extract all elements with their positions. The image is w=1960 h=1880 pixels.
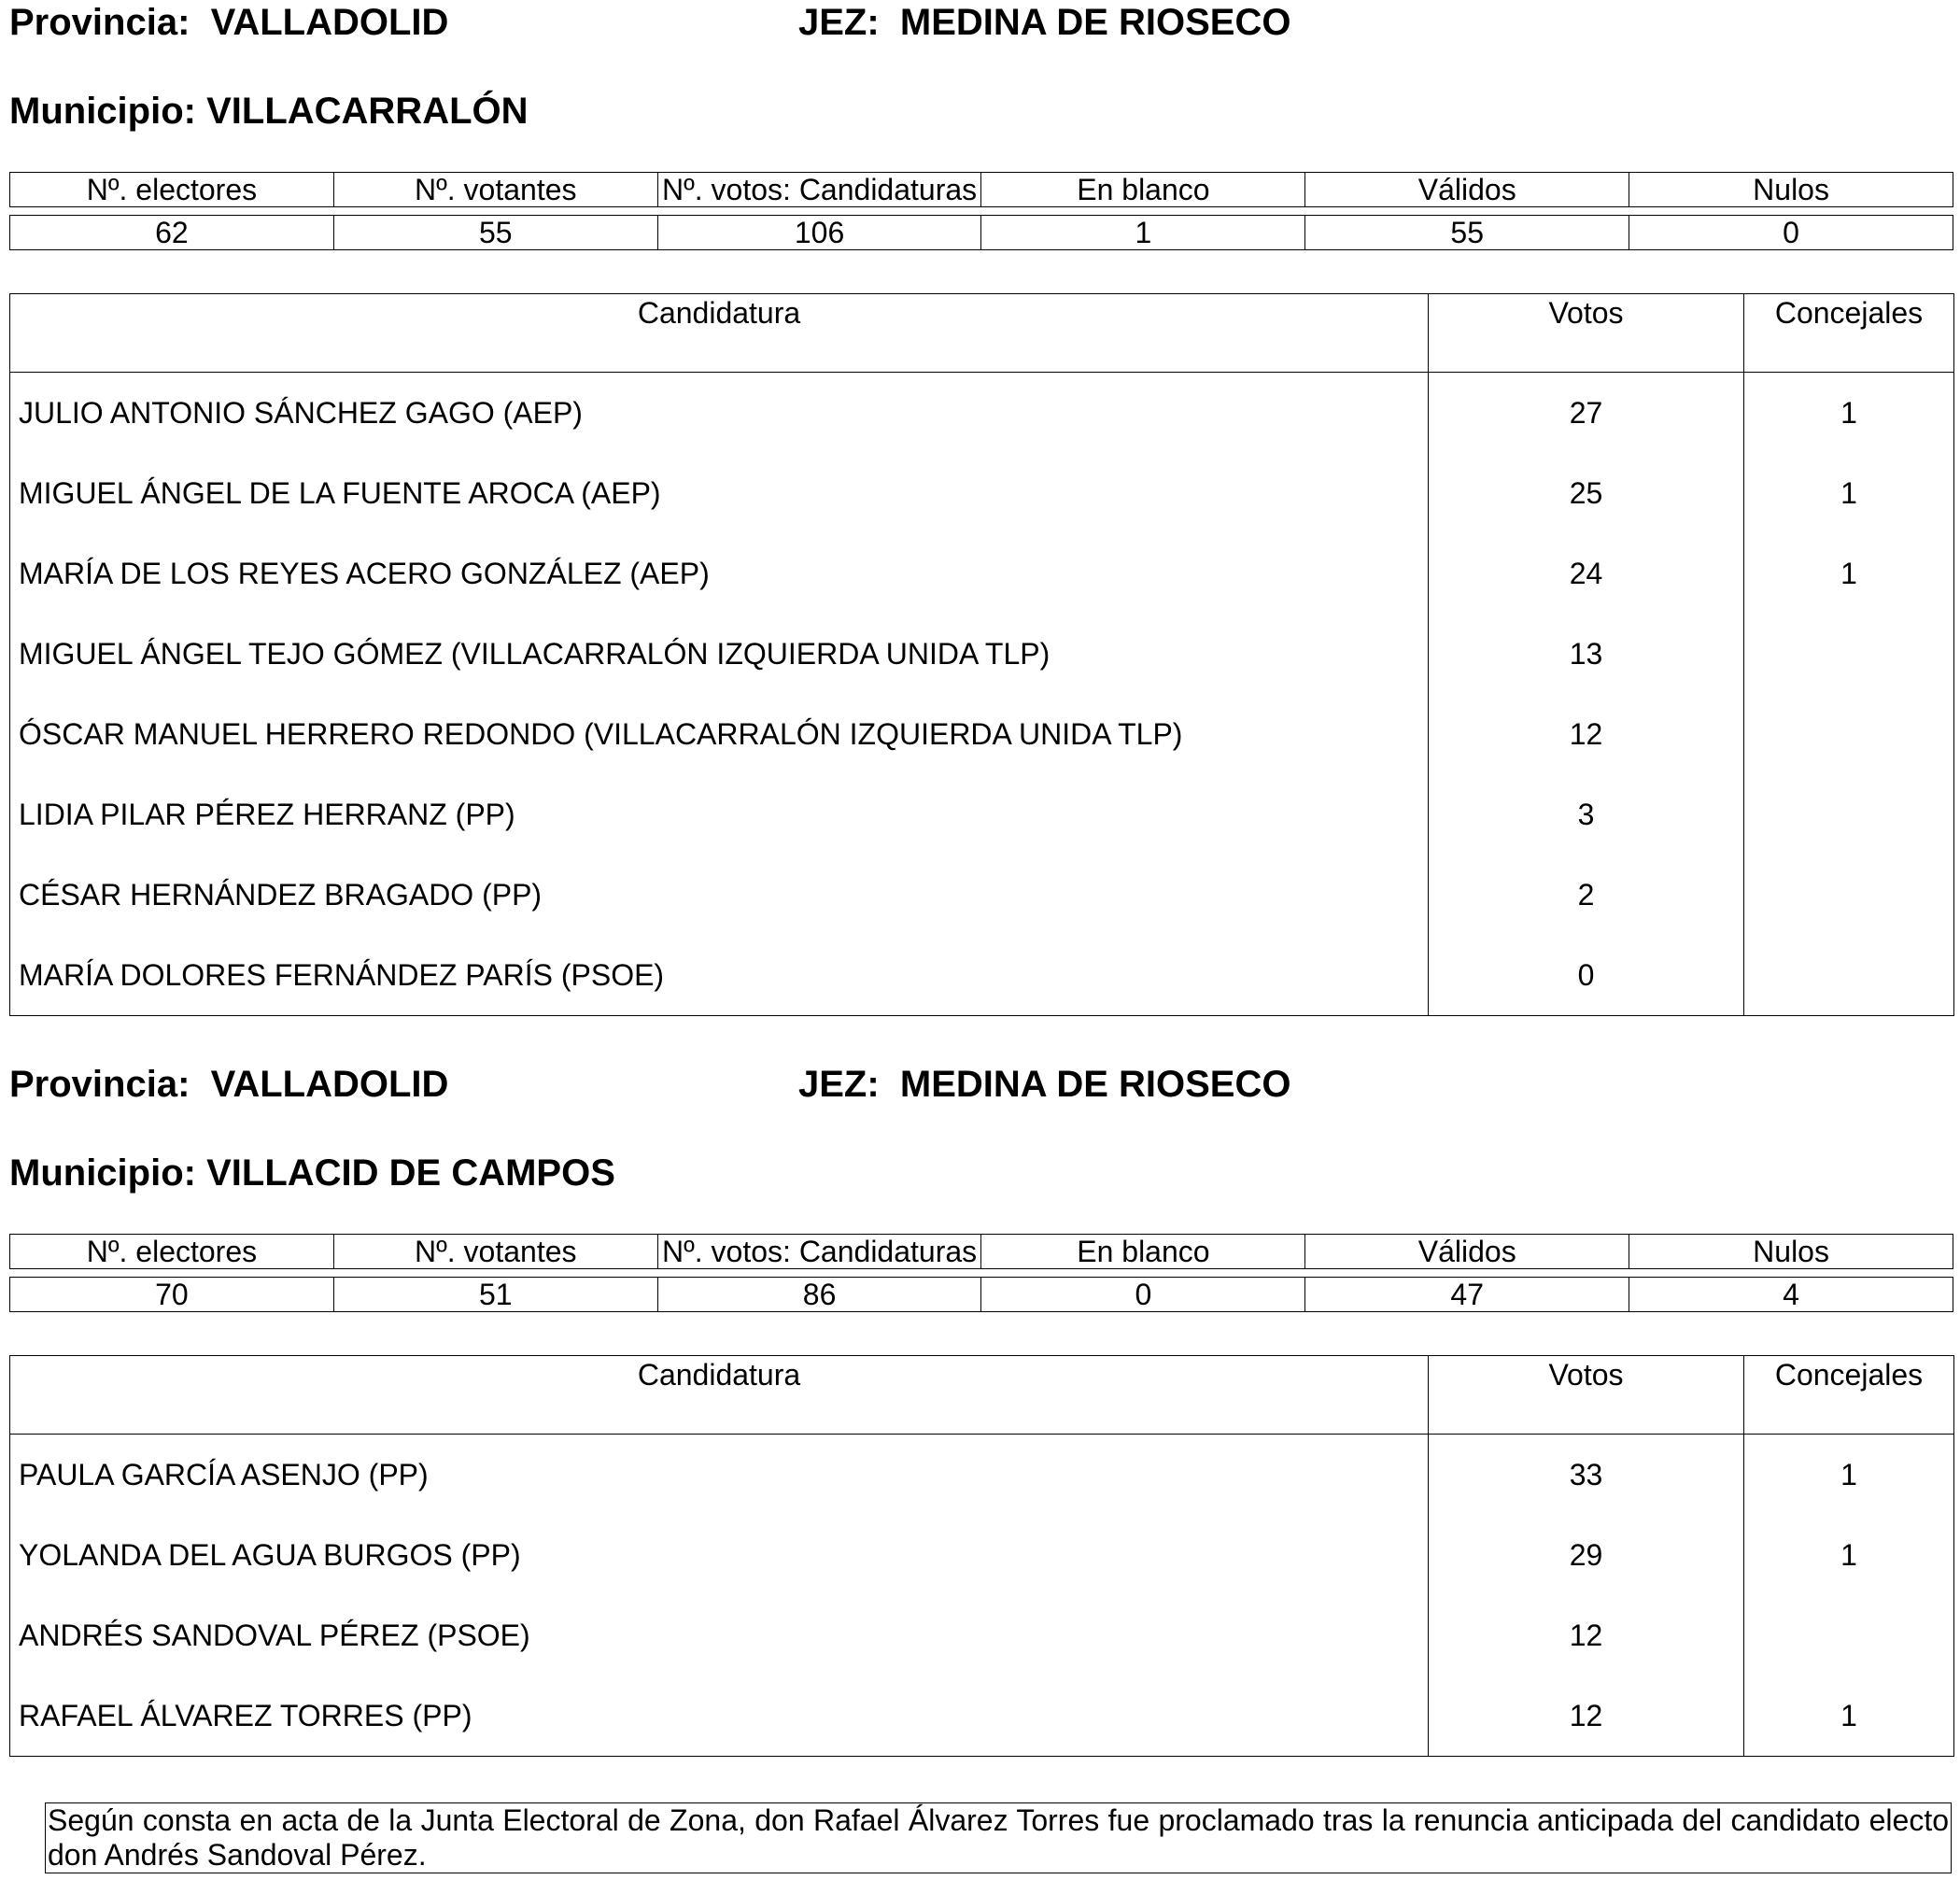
table-row [10, 1595, 1954, 1675]
summary-value-row [10, 216, 1953, 250]
candidates-header-row [10, 294, 1954, 373]
provincia-value: VALLADOLID [210, 2, 449, 43]
summary-value-row [10, 1278, 1953, 1312]
table-row [10, 855, 1954, 935]
summary-value-cell: 55 [1305, 216, 1629, 250]
summary-header-cell: Nº. votos: Candidaturas [657, 173, 981, 207]
summary-header-cell: Válidos [1305, 1235, 1629, 1269]
provincia-value: VALLADOLID [210, 1064, 449, 1105]
jez-value: MEDINA DE RIOSECO [899, 2, 1291, 43]
candidate-votes: 33 [1429, 1435, 1744, 1516]
footnote: Según consta en acta de la Junta Electoral de Zona, don Rafael Álvarez Torres fue proclamado tras la renuncia anticipada del candidato electo don Andrés Sandoval Pérez. [45, 1802, 1952, 1873]
candidate-votes: 25 [1429, 453, 1744, 533]
votos-header: Votos [1429, 1356, 1744, 1435]
summary-table [9, 172, 1953, 250]
summary-header-cell: Nº. votos: Candidaturas [657, 1235, 981, 1269]
summary-header-cell: En blanco [981, 173, 1305, 207]
candidate-name: YOLANDA DEL AGUA BURGOS (PP) [10, 1515, 1429, 1595]
candidate-name: JULIO ANTONIO SÁNCHEZ GAGO (AEP) [10, 373, 1429, 454]
candidate-votes: 29 [1429, 1515, 1744, 1595]
jez-label: JEZ: [798, 2, 880, 43]
summary-value-cell: 51 [333, 1278, 657, 1312]
candidate-votes: 0 [1429, 935, 1744, 1016]
summary-header-row [10, 173, 1953, 207]
summary-header-cell: Nº. votantes [333, 173, 657, 207]
candidate-concejales: 1 [1744, 1435, 1954, 1516]
candidate-concejales [1744, 774, 1954, 855]
municipio-heading [9, 1151, 615, 1195]
summary-value-cell: 1 [981, 216, 1305, 250]
municipio-value: VILLACARRALÓN [206, 91, 529, 132]
candidate-votes: 2 [1429, 855, 1744, 935]
table-row [10, 373, 1954, 454]
summary-gap [10, 207, 1953, 216]
summary-header-cell: Nulos [1629, 173, 1953, 207]
summary-value-cell: 47 [1305, 1278, 1629, 1312]
table-row [10, 1515, 1954, 1595]
provincia-label: Provincia: [9, 2, 190, 43]
candidate-concejales [1744, 1595, 1954, 1675]
candidate-name: LIDIA PILAR PÉREZ HERRANZ (PP) [10, 774, 1429, 855]
candidate-concejales [1744, 694, 1954, 774]
summary-header-cell: Nº. votantes [333, 1235, 657, 1269]
summary-value-cell: 4 [1629, 1278, 1953, 1312]
summary-value-cell: 86 [657, 1278, 981, 1312]
candidatura-header: Candidatura [10, 1356, 1429, 1435]
candidate-name: ANDRÉS SANDOVAL PÉREZ (PSOE) [10, 1595, 1429, 1675]
candidate-name: MIGUEL ÁNGEL DE LA FUENTE AROCA (AEP) [10, 453, 1429, 533]
candidate-concejales [1744, 614, 1954, 694]
table-row [10, 614, 1954, 694]
candidate-concejales: 1 [1744, 1515, 1954, 1595]
candidate-name: MIGUEL ÁNGEL TEJO GÓMEZ (VILLACARRALÓN IZQUIERDA UNIDA TLP) [10, 614, 1429, 694]
candidatura-header: Candidatura [10, 294, 1429, 373]
summary-value-cell: 0 [1629, 216, 1953, 250]
table-row [10, 453, 1954, 533]
municipio-value: VILLACID DE CAMPOS [206, 1152, 615, 1194]
candidate-votes: 24 [1429, 533, 1744, 614]
candidate-name: CÉSAR HERNÁNDEZ BRAGADO (PP) [10, 855, 1429, 935]
candidates-header-row [10, 1356, 1954, 1435]
candidate-name: MARÍA DOLORES FERNÁNDEZ PARÍS (PSOE) [10, 935, 1429, 1016]
candidates-table [9, 1355, 1954, 1757]
jez-value: MEDINA DE RIOSECO [899, 1064, 1291, 1105]
table-row [10, 774, 1954, 855]
concejales-header: Concejales [1744, 1356, 1954, 1435]
summary-header-cell: Nº. electores [10, 1235, 334, 1269]
candidate-concejales [1744, 855, 1954, 935]
provincia-label: Provincia: [9, 1064, 190, 1105]
candidate-concejales: 1 [1744, 373, 1954, 454]
table-row [10, 1675, 1954, 1757]
summary-header-cell: Nulos [1629, 1235, 1953, 1269]
candidate-votes: 3 [1429, 774, 1744, 855]
table-row [10, 935, 1954, 1016]
provincia-heading [9, 0, 448, 45]
candidate-name: PAULA GARCÍA ASENJO (PP) [10, 1435, 1429, 1516]
candidate-concejales: 1 [1744, 1675, 1954, 1757]
summary-table [9, 1234, 1953, 1312]
summary-value-cell: 106 [657, 216, 981, 250]
jez-label: JEZ: [798, 1064, 880, 1105]
candidate-votes: 12 [1429, 1675, 1744, 1757]
concejales-header: Concejales [1744, 294, 1954, 373]
summary-gap [10, 1269, 1953, 1278]
candidate-name: RAFAEL ÁLVAREZ TORRES (PP) [10, 1675, 1429, 1757]
summary-header-row [10, 1235, 1953, 1269]
jez-heading [798, 1062, 1290, 1107]
candidate-votes: 27 [1429, 373, 1744, 454]
summary-header-cell: Nº. electores [10, 173, 334, 207]
jez-heading [798, 0, 1290, 45]
municipio-label: Municipio: [9, 1152, 196, 1194]
municipio-label: Municipio: [9, 91, 196, 132]
summary-header-cell: En blanco [981, 1235, 1305, 1269]
table-row [10, 533, 1954, 614]
candidates-table [9, 293, 1954, 1016]
votos-header: Votos [1429, 294, 1744, 373]
municipio-heading [9, 89, 529, 134]
table-row [10, 1435, 1954, 1516]
summary-value-cell: 70 [10, 1278, 334, 1312]
candidate-name: ÓSCAR MANUEL HERRERO REDONDO (VILLACARRALÓN IZQUIERDA UNIDA TLP) [10, 694, 1429, 774]
candidate-votes: 12 [1429, 1595, 1744, 1675]
candidate-concejales: 1 [1744, 453, 1954, 533]
candidate-concejales [1744, 935, 1954, 1016]
provincia-heading [9, 1062, 448, 1107]
candidate-votes: 13 [1429, 614, 1744, 694]
candidate-votes: 12 [1429, 694, 1744, 774]
summary-value-cell: 62 [10, 216, 334, 250]
summary-value-cell: 55 [333, 216, 657, 250]
summary-header-cell: Válidos [1305, 173, 1629, 207]
summary-value-cell: 0 [981, 1278, 1305, 1312]
candidate-name: MARÍA DE LOS REYES ACERO GONZÁLEZ (AEP) [10, 533, 1429, 614]
candidate-concejales: 1 [1744, 533, 1954, 614]
table-row [10, 694, 1954, 774]
